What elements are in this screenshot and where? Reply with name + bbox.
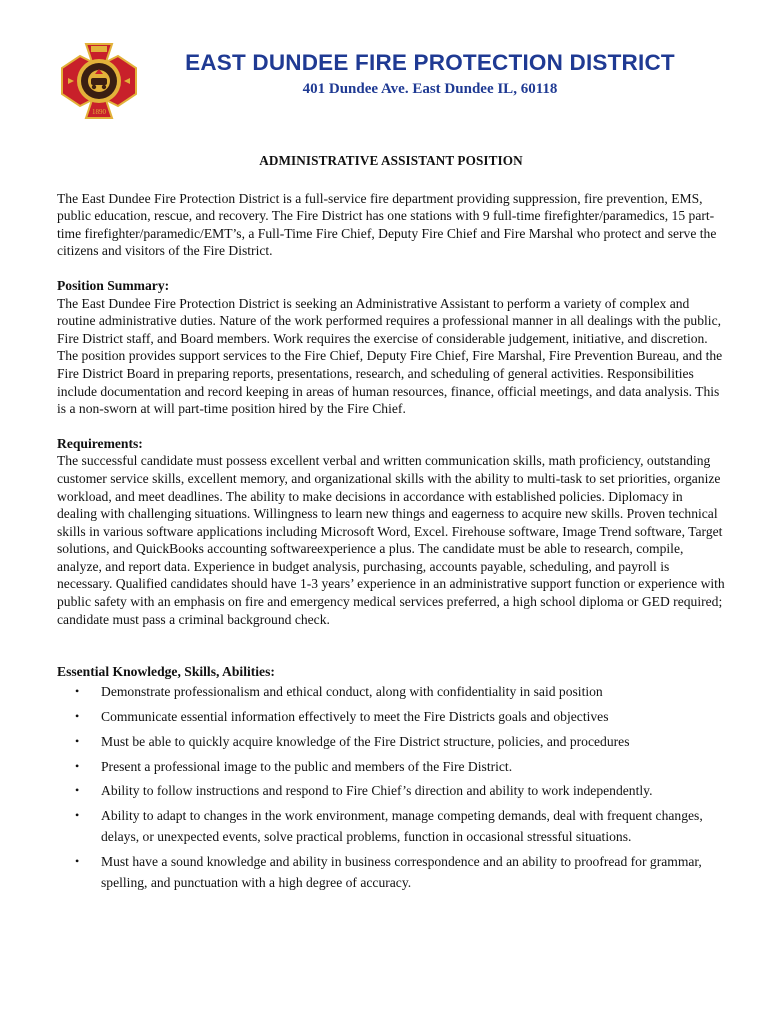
- organization-name: EAST DUNDEE FIRE PROTECTION DISTRICT: [185, 50, 675, 75]
- skills-heading: Essential Knowledge, Skills, Abilities:: [57, 664, 275, 680]
- list-item: • Must have a sound knowledge and ability in business correspondence and an ability to proofread for grammar, spelling, and punctuation with a high degree of accuracy.: [57, 851, 725, 893]
- organization-address: 401 Dundee Ave. East Dundee IL, 60118: [302, 81, 558, 97]
- list-item: • Ability to adapt to changes in the work environment, manage competing demands, deal with frequent changes, delays, or unexpected events, solve practical problems, function in occasional stressful situations.: [57, 805, 725, 847]
- requirements-heading: Requirements:: [57, 435, 143, 451]
- position-title: ADMINISTRATIVE ASSISTANT POSITION: [259, 153, 523, 168]
- bullet-icon: •: [75, 708, 80, 723]
- document-body: [57, 152, 725, 897]
- intro-paragraph: The East Dundee Fire Protection District is a full-service fire department providing suppression, fire prevention, EMS, public education, rescue, and recovery. The Fire District has one stations with 9 full-time firefighter/paramedics, 15 part-time firefighter/paramedic/EMT’s, a Full-Time Fire Chief, Deputy Fire Chief and Fire Marshal who protect and serve the citizens and visitors of the Fire District.: [57, 190, 717, 259]
- skills-list: [57, 681, 725, 893]
- list-item: • Must be able to quickly acquire knowledge of the Fire District structure, policies, and procedures: [57, 731, 725, 752]
- requirements-text: The successful candidate must possess excellent verbal and written communication skills, math proficiency, outstanding customer service skills, excellent memory, and organizational skills with the ability to multi-task to set priorities, organize workload, and meet deadlines. The ability to make decisions in accordance with established policies. Diplomacy in dealing with challenging situations. Willingness to learn new things and eagerness to acquire new skills. Proven technical skills in various software applications including Microsoft Word, Excel. Firehouse software, Image Trend software, Target solutions, and QuickBooks accounting softwareexperience a plus. The candidate must be able to research, compile, analyze, and report data. Experience in budget analysis, purchasing, accounts payable, scheduling, and payroll is necessary. Qualified candidates should have 1-3 years’ experience in an administrative support function or experience with public safety with an emphasis on fire and emergency medical services preferred, a high school diploma or GED required; candidate must pass a criminal background check.: [57, 453, 725, 627]
- bullet-icon: •: [75, 758, 80, 773]
- fire-district-badge-logo: [58, 40, 140, 122]
- badge-year: 1890: [92, 108, 106, 116]
- bullet-icon: •: [75, 854, 80, 869]
- bullet-icon: •: [75, 733, 80, 748]
- bullet-icon: •: [75, 808, 80, 823]
- position-summary-text: The East Dundee Fire Protection District is seeking an Administrative Assistant to perform a variety of complex and routine administrative duties. Nature of the work performed requires a professional manner in all dealings with the public, Fire District staff, and Board members. Work requires the exercise of considerable judgement, initiative, and discretion. The position provides support services to the Fire Chief, Deputy Fire Chief, Fire Marshal, Fire Prevention Bureau, and the Fire District Board in preparing reports, presentations, research, and scheduling of general activities. Responsibilities include documentation and record keeping in areas of human resources, finance, official meetings, and data analysis. This is a non-sworn at will part-time position hired by the Fire Chief.: [57, 295, 723, 417]
- list-item: • Demonstrate professionalism and ethical conduct, along with confidentiality in said position: [57, 681, 725, 702]
- list-item: • Present a professional image to the public and members of the Fire District.: [57, 756, 725, 777]
- list-item: • Communicate essential information effectively to meet the Fire Districts goals and objectives: [57, 706, 725, 727]
- list-item: • Ability to follow instructions and respond to Fire Chief’s direction and ability to work independently.: [57, 780, 725, 801]
- position-summary-heading: Position Summary:: [57, 277, 170, 293]
- bullet-icon: •: [75, 683, 80, 698]
- bullet-icon: •: [75, 783, 80, 798]
